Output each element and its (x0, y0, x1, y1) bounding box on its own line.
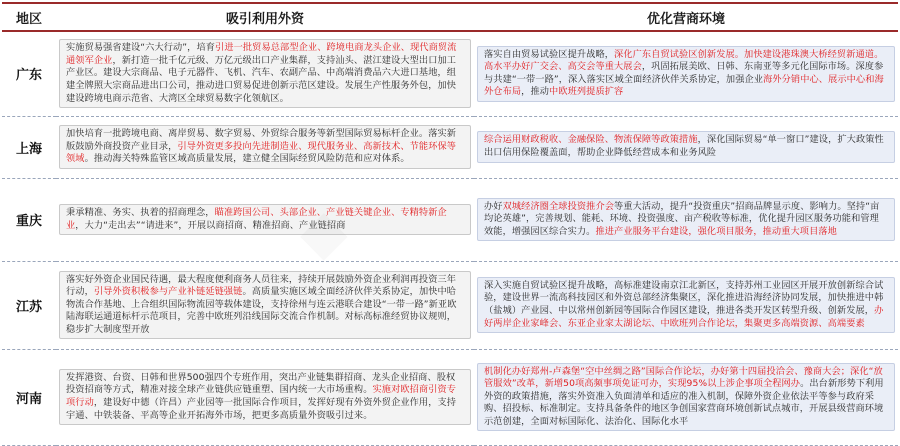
foreign-investment-text (59, 271, 471, 340)
highlighted-text: 引进一批贸易总部型企业、跨境电商龙头企业、现代商贸流通领军企业 (66, 42, 457, 66)
region-column-header: 地区 (2, 3, 56, 31)
table-row (2, 261, 898, 349)
body-text: 。推动海关特殊监管区域高质量发展，建立健全国际经贸风险防范和应对体系。 (84, 153, 410, 165)
highlighted-text: 双城经济圈全球投资推介会 (502, 200, 615, 212)
body-text: 落实好外资企业国民待遇，最大程度便利商务人员往来，持续开展鼓励外资企业利润再投资三年行动， (66, 273, 457, 298)
highlighted-text: 推进产业服务平台建设，强化项目服务，推动重大项目落地 (595, 225, 837, 237)
body-text: ，大力“走出去”“请进来”，开展以商招商、精准招商、产业链招商 (75, 219, 346, 231)
body-text: ，推动 (521, 86, 550, 98)
foreign-investment-column-header: 吸引利用外资 (56, 3, 474, 31)
foreign-investment-text (59, 39, 471, 108)
highlighted-text: 海外分销中心、展示中心和海外仓布局 (484, 73, 884, 98)
business-environment-column-header: 优化营商环境 (474, 3, 898, 31)
region-label: 广东 (2, 31, 56, 116)
table-row (2, 116, 898, 178)
table-row (2, 178, 898, 261)
foreign-investment-text (59, 204, 471, 235)
business-environment-text (477, 131, 895, 162)
highlighted-text: 深化广东自贸试验区创新发展。加快建设港珠澳大桥经贸新通道。高水平办好广交会、高交会等重大展会 (484, 48, 884, 73)
highlighted-text: 中欧班列提质扩容 (549, 86, 624, 98)
highlighted-text: 引导外资积极参与产业补链延链强链 (93, 286, 243, 298)
highlighted-text: 引导外资更多投向先进制造业、现代服务业、高新技术、节能环保等领域 (66, 140, 457, 165)
region-label: 重庆 (2, 178, 56, 261)
body-text: 。出台新形势下利用外资的政策措施，落实外资准入负面清单和适应的准入机制，保障外资企业依法平等参与政府采购、招投标、标准制定。支持具备条件的地区争创国家营商环境创新试点城市，开展县级营商环境示范创建，全面对标国际化、法治化、国际化水平 (484, 378, 884, 427)
region-label: 江苏 (2, 261, 56, 349)
business-environment-text (477, 46, 895, 102)
business-environment-text (477, 363, 895, 432)
body-text: 落实自由贸易试验区提升战略， (484, 48, 615, 60)
body-text: 等重大活动，提升“投资重庆”招商品牌显示度、影响力。坚持“亩均论英雄”，完善规划、能耗、环境、投资强度、亩产税收等标准，优化提升园区服务功能和管理效能，增强园区综合实力。 (484, 200, 880, 237)
foreign-investment-text (59, 369, 471, 425)
business-environment-text (477, 198, 895, 242)
body-text: 深入实施自贸试验区提升战略，高标准建设南京江北新区，支持苏州工业园区开展开放创新综合试验，建设世界一流高科技园区和外资总部经济集聚区，深化推进沿海经济协同发展，加快推进中韩（盐城）产业园、中以常州创新园等国际合作园区建设，推进各类开发区转型升级、创新发展， (484, 279, 884, 316)
highlighted-text: 综合运用财政税收、金融保险、物流保障等政策措施 (484, 134, 698, 146)
table-row (2, 349, 898, 445)
highlighted-text: 办好两岸企业家峰会、东亚企业家太湖论坛、中欧班列合作论坛，集聚更多高端资源、高端要素 (484, 305, 884, 329)
highlighted-text: 机制化办好郑州-卢森堡“空中丝绸之路”国际合作论坛，办好第十四届投洽会、豫商大会；深化“放管服效”改革，新增50项高频事项免证可办，实现95%以上涉企事项全程网办 (484, 365, 883, 390)
foreign-investment-text (59, 125, 471, 169)
body-text: 发挥港资、台资、日韩和世界500强四个专班作用，突出产业链集群招商、龙头企业招商、股权投资招商等方式，精准对接全球产业链供应链重塑、国内统一大市场重构。 (66, 371, 456, 396)
policy-comparison-table (2, 2, 898, 446)
region-label: 上海 (2, 116, 56, 178)
body-text: 实施贸易强省建设“六大行动”，培育 (66, 42, 216, 54)
business-environment-text (477, 277, 895, 333)
region-label: 河南 (2, 349, 56, 445)
body-text: ，建设好中德（许昌）产业园等一批国际合作项目，发挥好现有外资外贸企业作用，支持宇通、中铁装备、平高等企业开拓海外市场，把更多高质量外资吸引过来。 (66, 397, 457, 421)
body-text: ，巩固拓展美欧、日韩、东南亚等多元化国际市场。深度参与共建“一带一路”，深入落实区域全面经济伙伴关系协定，加强企业 (484, 61, 884, 85)
body-text: 办好 (484, 200, 503, 212)
body-text: 秉承精准、务实、执着的招商理念， (66, 206, 215, 218)
body-text: 加快培育一批跨境电商、离岸贸易、数字贸易、外贸综合服务等新型国际贸易标杆企业。落实新版鼓励外商投资产业目录， (66, 128, 457, 152)
body-text: 。高质量实施区域全面经济伙伴关系协定，加快中哈物流合作基地、上合组织国际物流园等载体建设，支持徐州与连云港联合建设“一带一路”新亚欧陆海联运通道标杆示范项目，完善中欧班列沿线国际交流合作机制。对标高标准经贸协议规则，稳步扩大制度型开放 (66, 286, 457, 335)
table-row (2, 31, 898, 116)
highlighted-text: 瞄准跨国公司、头部企业、产业链关键企业、专精特新企业 (66, 206, 447, 231)
body-text: ，新打造一批千亿元级、万亿元级出口产业集群，支持汕头、湛江建设大型出口加工产业区。建设大宗商品、电子元器件、飞机、汽车、农副产品、中高端消费品六大进口基地，组建全牌照大宗商品进出口公司，推动进口贸易促进创新示范区建设。发展生产性服务外包，加快建设跨境电商示范省、大湾区全球贸易数字化领航区。 (66, 54, 457, 104)
highlighted-text: 实施对欧招商引资专项行动 (66, 384, 457, 408)
body-text: ，深化国际贸易“单一窗口”建设，扩大政策性出口信用保险覆盖面，帮助企业降低经营成本和业务风险 (484, 134, 884, 158)
